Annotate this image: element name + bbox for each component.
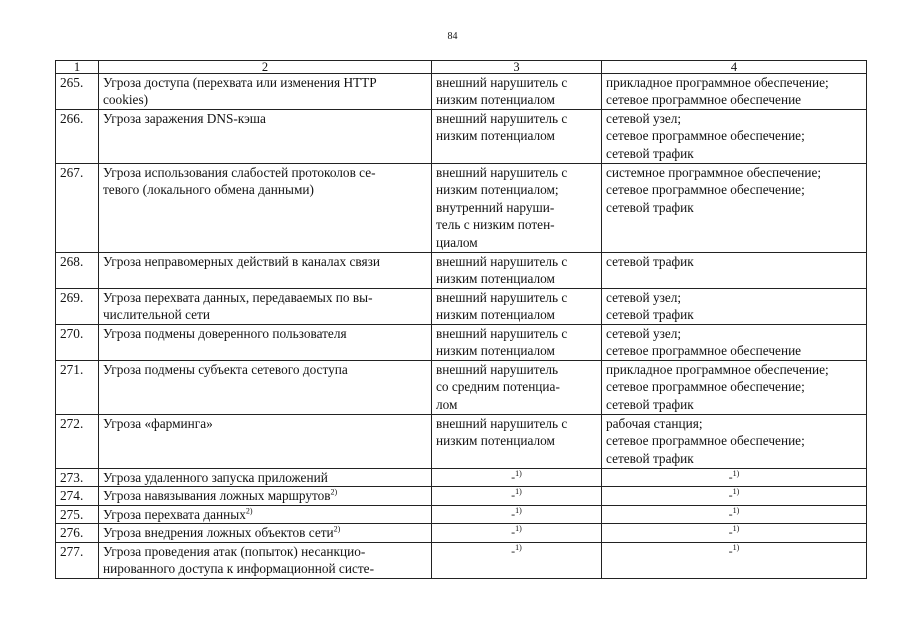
impact-objects-cell (602, 524, 867, 542)
threat-name-cell (99, 487, 432, 505)
row-number: 270. (56, 325, 99, 361)
footnote-marker: 1) (732, 469, 740, 478)
violator-line: внешний нарушитель с (436, 75, 568, 90)
impact-objects-cell (602, 487, 867, 505)
violator-cell (432, 469, 602, 487)
impact-object-line: сетевое программное обеспечение; (606, 433, 805, 449)
impact-object-line: сетевой трафик (606, 199, 694, 215)
table-row (56, 505, 867, 523)
threat-name-line (103, 543, 427, 560)
violator-line: внешний нарушитель с (436, 290, 568, 305)
threat-name-text: Угроза неправомерных действий в каналах связи (103, 254, 380, 269)
page-number: 84 (447, 31, 458, 42)
impact-object-line: сетевой трафик (606, 145, 694, 161)
violator-cell (432, 415, 602, 469)
dash-placeholder: - (511, 543, 516, 558)
threat-name-line (103, 306, 427, 323)
column-header: 1 (56, 61, 99, 74)
violator-cell (432, 325, 602, 361)
threat-name-cell (99, 505, 432, 523)
threat-name-line (103, 506, 427, 523)
dash-placeholder: - (511, 470, 516, 484)
threat-name-cell (99, 415, 432, 469)
impact-object-line: сетевое программное обеспечение (606, 92, 802, 108)
violator-cell (432, 524, 602, 542)
threat-name-text: cookies) (103, 92, 149, 108)
threat-name-cell (99, 469, 432, 487)
violator-cell (432, 289, 602, 325)
threat-name-line (103, 524, 427, 541)
footnote-marker: 2) (330, 487, 338, 497)
dash-placeholder: - (728, 470, 733, 484)
threat-name-text: Угроза внедрения ложных объектов сети (103, 525, 334, 541)
table-row (56, 361, 867, 415)
threat-name-line (103, 164, 427, 181)
threat-name-text: Угроза перехвата данных, передаваемых по вы- (103, 290, 373, 305)
row-number: 268. (56, 253, 99, 289)
violator-line: низким потенциалом (436, 271, 555, 287)
footnote-marker: 1) (515, 542, 522, 552)
impact-object-line: сетевой узел; (606, 290, 682, 305)
threat-name-cell (99, 542, 432, 578)
threat-name-cell (99, 325, 432, 361)
impact-objects-cell (602, 415, 867, 469)
threat-name-text: Угроза подмены субъекта сетевого доступа (103, 362, 348, 377)
threat-name-text: Угроза подмены доверенного пользователя (103, 326, 347, 341)
violator-line: внешний нарушитель с (436, 254, 568, 269)
threat-name-text: Угроза удаленного запуска приложений (103, 470, 328, 485)
footnote-marker: 1) (515, 487, 522, 497)
threat-name-cell (99, 74, 432, 110)
row-number: 277. (56, 542, 99, 578)
column-header: 4 (602, 61, 867, 74)
dash-placeholder: - (728, 506, 733, 521)
impact-objects-cell (602, 361, 867, 415)
row-number: 265. (56, 74, 99, 110)
table-row (56, 110, 867, 164)
violator-line: внешний нарушитель с (436, 416, 568, 431)
impact-objects-cell (602, 164, 867, 253)
impact-objects-cell (602, 505, 867, 523)
footnote-marker: 2) (245, 506, 253, 516)
violator-line: внешний нарушитель с (436, 165, 568, 180)
threat-name-text: Угроза перехвата данных (103, 506, 246, 522)
violator-cell (432, 74, 602, 110)
threat-name-line (103, 74, 427, 91)
violator-line: лом (436, 396, 458, 412)
row-number: 271. (56, 361, 99, 415)
impact-objects-cell (602, 542, 867, 578)
table-row (56, 253, 867, 289)
threats-table (55, 60, 867, 579)
row-number: 273. (56, 469, 99, 487)
footnote-marker: 1) (732, 524, 740, 534)
threat-name-text: Угроза доступа (перехвата или изменения HTTP (103, 75, 377, 90)
dash-placeholder: - (511, 525, 516, 540)
threat-name-cell (99, 289, 432, 325)
threat-name-line (103, 253, 427, 270)
dash-placeholder: - (728, 488, 733, 503)
table-row (56, 469, 867, 487)
table-row (56, 542, 867, 578)
impact-object-line: сетевой узел; (606, 326, 682, 341)
dash-placeholder: - (511, 488, 516, 503)
table-row (56, 74, 867, 110)
column-header: 2 (99, 61, 432, 74)
row-number: 266. (56, 110, 99, 164)
table-row (56, 289, 867, 325)
threat-name-text: тевого (локального обмена данными) (103, 182, 314, 198)
footnote-marker: 1) (515, 505, 522, 515)
violator-cell (432, 505, 602, 523)
violator-line: циалом (436, 234, 478, 250)
threat-name-cell (99, 110, 432, 164)
violator-cell (432, 164, 602, 253)
footnote-marker: 1) (732, 487, 740, 497)
column-header: 3 (432, 61, 602, 74)
impact-object-line: прикладное программное обеспечение; (606, 75, 829, 90)
impact-object-line: сетевой трафик (606, 307, 694, 323)
violator-cell (432, 487, 602, 505)
threat-name-line (103, 415, 427, 432)
table-header-row (56, 61, 867, 74)
dash-placeholder: - (728, 525, 733, 540)
violator-line: со средним потенциа- (436, 379, 560, 395)
violator-cell (432, 542, 602, 578)
violator-cell (432, 361, 602, 415)
threat-name-line (103, 91, 427, 108)
threat-name-text: нированного доступа к информационной систе- (103, 561, 374, 577)
threat-name-cell (99, 253, 432, 289)
impact-object-line: сетевой трафик (606, 254, 694, 269)
threat-name-line (103, 487, 427, 504)
row-number: 272. (56, 415, 99, 469)
impact-object-line: системное программное обеспечение; (606, 165, 822, 180)
row-number: 267. (56, 164, 99, 253)
violator-cell (432, 253, 602, 289)
threat-name-text: Угроза заражения DNS-кэша (103, 111, 266, 126)
impact-object-line: сетевой трафик (606, 450, 694, 466)
table-row (56, 487, 867, 505)
violator-line: внутренний наруши- (436, 199, 555, 215)
impact-objects-cell (602, 110, 867, 164)
impact-object-line: сетевой трафик (606, 396, 694, 412)
impact-objects-cell (602, 469, 867, 487)
violator-line: низким потенциалом (436, 343, 555, 359)
row-number: 274. (56, 487, 99, 505)
footnote-marker: 1) (732, 505, 740, 515)
footnote-marker: 1) (515, 469, 522, 478)
threat-name-text: Угроза проведения атак (попыток) несанкцио- (103, 543, 366, 559)
impact-objects-cell (602, 289, 867, 325)
impact-object-line: сетевой узел; (606, 111, 682, 126)
impact-object-line: сетевое программное обеспечение; (606, 128, 805, 144)
threat-name-line (103, 325, 427, 342)
table-row (56, 524, 867, 542)
violator-cell (432, 110, 602, 164)
footnote-marker: 2) (333, 524, 341, 534)
impact-objects-cell (602, 325, 867, 361)
threat-name-line (103, 289, 427, 306)
impact-object-line: сетевое программное обеспечение; (606, 379, 805, 395)
threat-name-line (103, 181, 427, 198)
impact-objects-cell (602, 74, 867, 110)
threat-name-line (103, 469, 427, 486)
threat-name-cell (99, 361, 432, 415)
dash-placeholder: - (728, 543, 733, 558)
impact-object-line: сетевое программное обеспечение; (606, 182, 805, 198)
threat-name-text: Угроза навязывания ложных маршрутов (103, 488, 331, 504)
threat-name-text: Угроза использования слабостей протоколов се- (103, 165, 376, 180)
threat-name-text: Угроза «фарминга» (103, 416, 213, 431)
violator-line: низким потенциалом (436, 307, 555, 323)
violator-line: внешний нарушитель (436, 362, 559, 377)
row-number: 269. (56, 289, 99, 325)
impact-objects-cell (602, 253, 867, 289)
violator-line: внешний нарушитель с (436, 326, 568, 341)
threat-name-line (103, 560, 427, 577)
impact-object-line: прикладное программное обеспечение; (606, 362, 829, 377)
violator-line: низким потенциалом (436, 128, 555, 144)
table-row (56, 164, 867, 253)
threat-name-line (103, 361, 427, 378)
violator-line: низким потенциалом (436, 433, 555, 449)
footnote-marker: 1) (515, 524, 522, 534)
threat-name-line (103, 110, 427, 127)
violator-line: тель с низким потен- (436, 217, 555, 233)
footnote-marker: 1) (732, 542, 740, 552)
row-number: 276. (56, 524, 99, 542)
dash-placeholder: - (511, 506, 516, 521)
violator-line: низким потенциалом; (436, 182, 559, 198)
impact-object-line: сетевое программное обеспечение (606, 343, 802, 359)
violator-line: низким потенциалом (436, 92, 555, 108)
row-number: 275. (56, 505, 99, 523)
threat-name-cell (99, 164, 432, 253)
table-row (56, 415, 867, 469)
threat-name-cell (99, 524, 432, 542)
threat-name-text: числительной сети (103, 307, 210, 323)
violator-line: внешний нарушитель с (436, 111, 568, 126)
impact-object-line: рабочая станция; (606, 416, 703, 431)
table-row (56, 325, 867, 361)
